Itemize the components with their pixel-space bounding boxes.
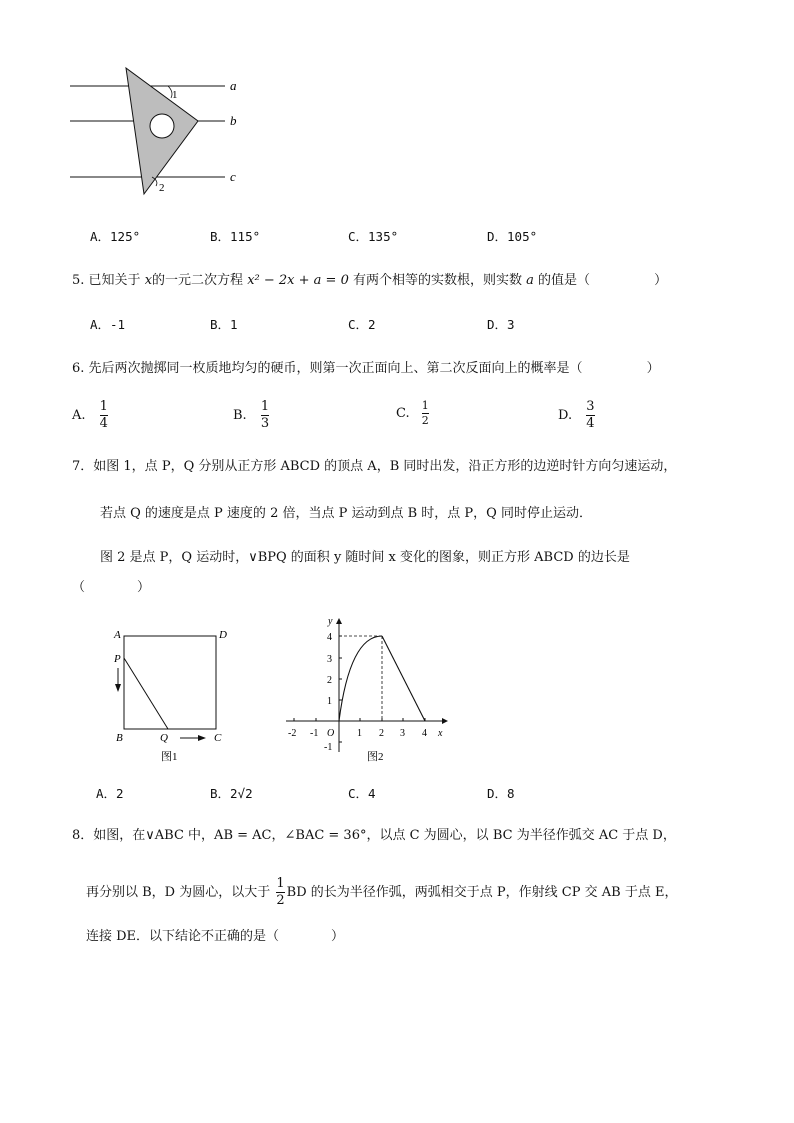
q5-equation: x² − 2x + a = 0: [247, 273, 349, 288]
q5-var-x: x: [144, 273, 153, 288]
fraction-numerator: 1: [260, 399, 270, 414]
label-b: b: [230, 113, 237, 128]
label-angle-2: 2: [159, 182, 165, 194]
q7-line2: 若点 Q 的速度是点 P 速度的 2 倍，当点 P 运动到点 B 时，点 P，Q 同时停止运动．: [100, 506, 592, 521]
q7-option-b[interactable]: B．2√2: [210, 786, 253, 801]
q5-option-d[interactable]: D．3: [487, 317, 515, 332]
q5-option-a[interactable]: A．-1: [90, 317, 126, 332]
q5-option-b[interactable]: B．1: [210, 317, 238, 332]
q8-line1-text: 如图，在∨ABC 中，AB = AC，∠BAC = 36°，以点 C 为圆心，以 BC 为半径作弧交 AC 于点 D，: [93, 828, 676, 843]
figure-2-caption: 图2: [367, 751, 384, 763]
q8-line2-a: 再分别以 B，D 为圆心，以大于: [86, 885, 271, 900]
q7-line1: [72, 458, 676, 476]
q8-line2: [86, 877, 677, 908]
q5-text-e: ）: [654, 273, 668, 288]
q8-line2-b: BD 的长为半径作弧，两弧相交于点 P，作射线 CP 交 AB 于点 E，: [286, 885, 678, 900]
q7-option-a[interactable]: A．2: [96, 786, 124, 801]
point-p: P: [114, 653, 121, 665]
q7-option-d[interactable]: D．8: [487, 786, 515, 801]
q5-stem: [72, 272, 667, 290]
q5-var-a: a: [526, 273, 534, 288]
q4-option-b[interactable]: B．115°: [210, 229, 261, 244]
ruler-hole: [150, 114, 174, 138]
q6-option-a-fraction: [100, 400, 108, 431]
x-tick-label-neg2: -2: [288, 728, 297, 739]
q6-option-a-letter: A.: [72, 408, 86, 423]
point-a: A: [114, 629, 121, 641]
point-d: D: [219, 629, 227, 641]
q6-close: ）: [646, 361, 660, 376]
point-b: B: [116, 732, 123, 744]
q7-line1-text: 如图 1，点 P，Q 分别从正方形 ABCD 的顶点 A，B 同时出发，沿正方形的边逆时针方向匀速运动，: [93, 459, 677, 474]
fraction-denominator: 4: [586, 416, 595, 431]
arrow-q-head: [198, 735, 206, 741]
q7-figure-1: [108, 622, 238, 767]
x-tick-label-1: 1: [357, 728, 362, 739]
x-tick-label-2: 2: [379, 728, 384, 739]
q5-option-c[interactable]: C．2: [348, 317, 376, 332]
q8-number: 8．: [72, 828, 94, 843]
y-tick-label-neg1: -1: [324, 742, 333, 753]
fraction-denominator: 4: [99, 416, 108, 431]
q5-text-c: 有两个相等的实数根，则实数: [352, 273, 522, 288]
fraction-numerator: 3: [586, 399, 595, 414]
q8-line3: 连接 DE．以下结论不正确的是（ ）: [86, 929, 345, 944]
fraction-numerator: 1: [276, 876, 285, 891]
q4-figure: [60, 60, 260, 200]
x-axis-arrow: [442, 718, 448, 724]
q6-option-d-fraction: [586, 400, 594, 431]
segment-pq: [124, 658, 168, 729]
label-a: a: [230, 78, 237, 93]
q6-option-d-letter: D.: [558, 408, 573, 423]
q7-line4: （ ）: [72, 580, 151, 595]
x-tick-label-neg1: -1: [310, 728, 319, 739]
origin-label: O: [327, 728, 335, 739]
x-tick-label-4: 4: [422, 728, 427, 739]
q5-text-a: 已知关于: [88, 273, 141, 288]
point-q: Q: [160, 732, 168, 744]
point-c: C: [214, 732, 222, 744]
q6-option-b[interactable]: [233, 400, 271, 431]
graph-curve-rising: [339, 636, 382, 721]
y-axis-arrow: [336, 618, 342, 624]
q4-option-d[interactable]: D．105°: [487, 229, 538, 244]
q6-stem: [72, 360, 660, 378]
y-tick-label-4: 4: [327, 632, 332, 643]
q6-option-b-letter: B.: [233, 408, 247, 423]
q6-option-c-letter: C.: [396, 406, 410, 421]
q4-option-a[interactable]: A．125°: [90, 229, 141, 244]
q6-option-d[interactable]: [558, 400, 597, 431]
q7-number: 7．: [72, 459, 94, 474]
q6-option-a[interactable]: [72, 400, 110, 431]
figure-1-caption: 图1: [161, 751, 178, 763]
x-tick-label-3: 3: [400, 728, 405, 739]
x-axis-label: x: [438, 728, 443, 739]
label-c: c: [230, 169, 236, 184]
q5-number: 5.: [72, 273, 85, 288]
label-angle-1: 1: [172, 89, 178, 101]
q5-text-b: 的一元二次方程: [152, 273, 244, 288]
square-abcd: [124, 636, 216, 729]
y-tick-label-1: 1: [327, 696, 332, 707]
fraction-numerator: 1: [421, 399, 429, 412]
q5-text-d: 的值是（: [538, 273, 591, 288]
y-tick-label-2: 2: [327, 675, 332, 686]
fraction-numerator: 1: [99, 399, 108, 414]
q8-half-fraction: [276, 877, 284, 908]
q6-option-c[interactable]: [396, 400, 431, 427]
y-axis-label: y: [328, 616, 333, 627]
q8-line1: [72, 827, 676, 845]
fraction-denominator: 2: [421, 414, 429, 427]
fraction-denominator: 3: [260, 416, 270, 431]
q7-figure-2: [280, 612, 455, 767]
q7-option-c[interactable]: C．4: [348, 786, 376, 801]
q6-option-c-fraction: [422, 400, 429, 427]
q4-option-c[interactable]: C．135°: [348, 229, 399, 244]
y-tick-label-3: 3: [327, 654, 332, 665]
arrow-p-head: [115, 684, 121, 692]
q7-line3: 图 2 是点 P，Q 运动时，∨BPQ 的面积 y 随时间 x 变化的图象，则正方形 ABCD 的边长是: [100, 550, 630, 565]
fraction-denominator: 2: [276, 893, 285, 908]
q6-number: 6.: [72, 361, 85, 376]
graph-line-falling: [382, 636, 425, 721]
q6-text: 先后两次抛掷同一枚质地均匀的硬币，则第一次正面向上、第二次反面向上的概率是（: [88, 361, 583, 376]
q6-option-b-fraction: [261, 400, 269, 431]
